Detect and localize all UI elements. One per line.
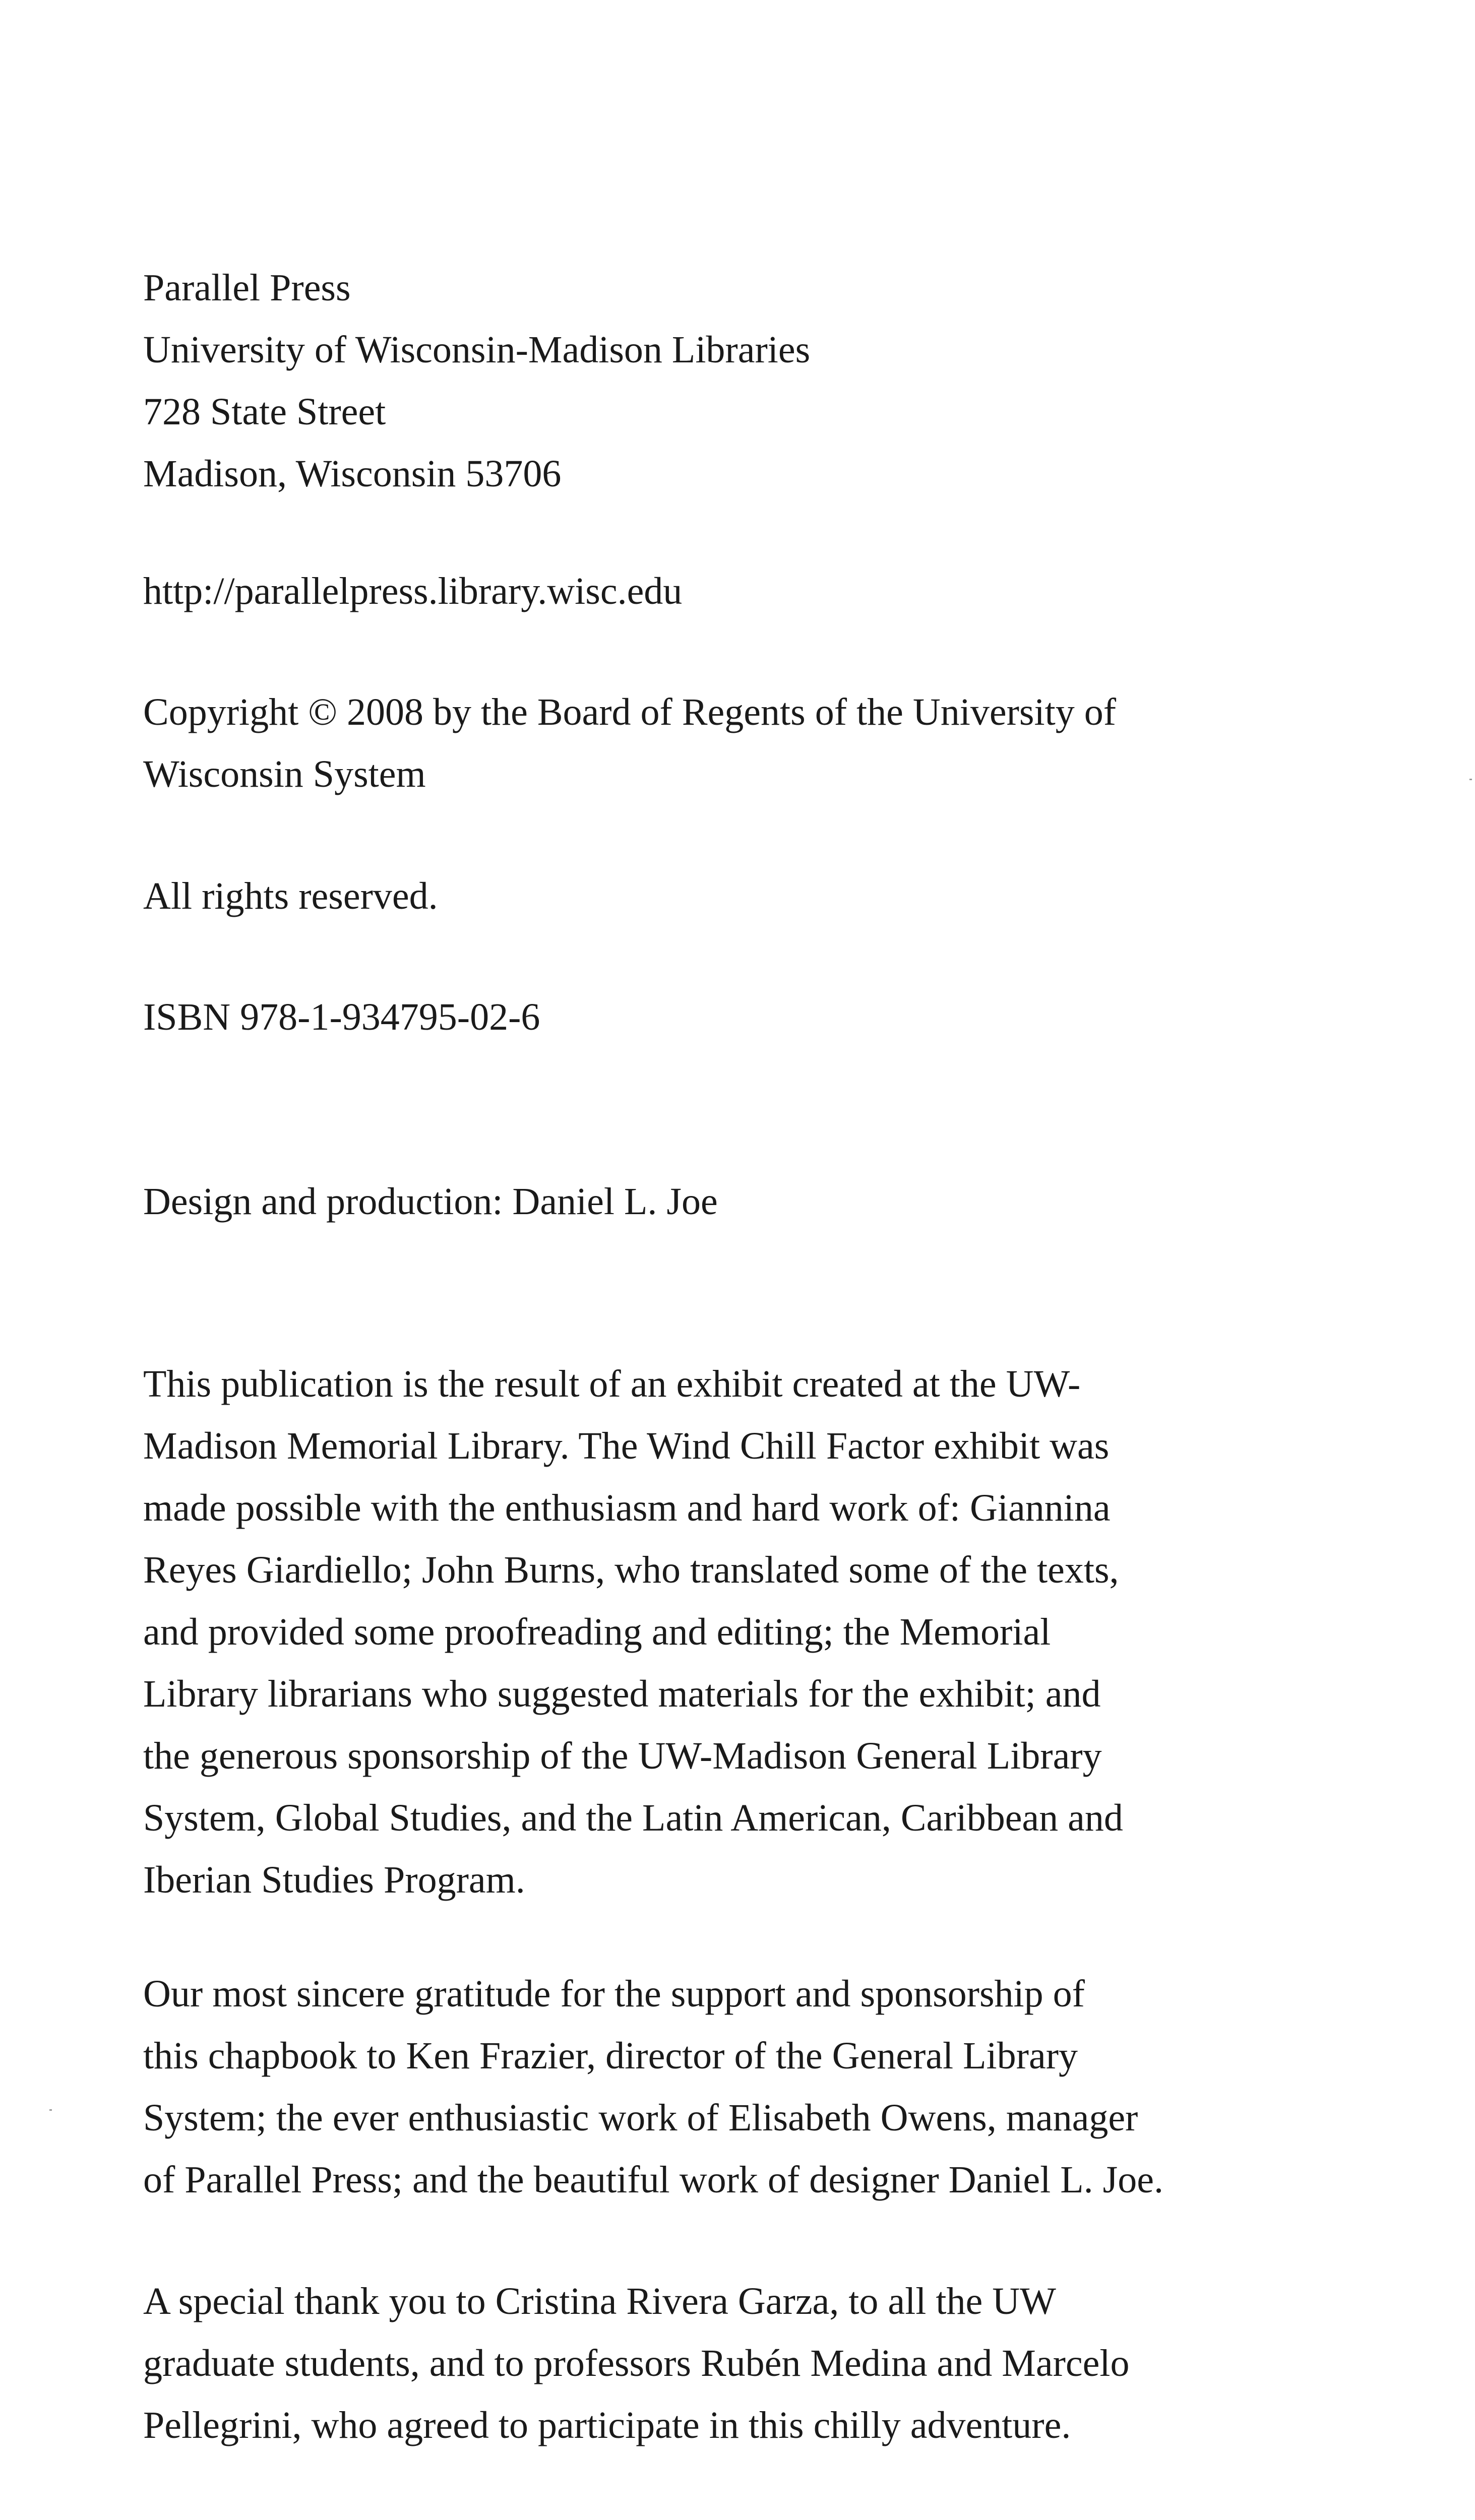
- paragraph-line: Madison Memorial Library. The Wind Chill Factor exhibit was: [143, 1425, 1110, 1467]
- publisher-street: 728 State Street: [143, 391, 386, 433]
- paragraph-line: This publication is the result of an exhibit created at the UW-: [143, 1363, 1081, 1405]
- paragraph-line: System; the ever enthusiastic work of Elisabeth Owens, manager: [143, 2097, 1138, 2139]
- publisher-address: [143, 257, 1383, 505]
- copyright-line: Wisconsin System: [143, 753, 426, 795]
- paragraph-line: A special thank you to Cristina Rivera Garza, to all the UW: [143, 2280, 1056, 2322]
- rights-statement: [143, 865, 1383, 927]
- paragraph-line: made possible with the enthusiasm and hard work of: Giannina: [143, 1487, 1111, 1529]
- scan-speck: [49, 2109, 52, 2111]
- website-url: http://parallelpress.library.wisc.edu: [143, 570, 683, 612]
- publisher-city: Madison, Wisconsin 53706: [143, 453, 562, 495]
- publisher-institution: University of Wisconsin-Madison Libraries: [143, 329, 811, 371]
- copyright-notice: [143, 681, 1383, 805]
- paragraph-line: System, Global Studies, and the Latin American, Caribbean and: [143, 1797, 1123, 1839]
- paragraph-line: graduate students, and to professors Rubén Medina and Marcelo: [143, 2342, 1130, 2384]
- paragraph-line: this chapbook to Ken Frazier, director of the General Library: [143, 2035, 1078, 2077]
- scan-speck: [1469, 779, 1472, 780]
- paragraph-line: Reyes Giardiello; John Burns, who translated some of the texts,: [143, 1549, 1119, 1591]
- isbn-text: ISBN 978-1-934795-02-6: [143, 996, 540, 1038]
- publication-note: [143, 1353, 1383, 1911]
- publisher-name: Parallel Press: [143, 267, 351, 309]
- paragraph-line: Iberian Studies Program.: [143, 1859, 525, 1901]
- paragraph-line: of Parallel Press; and the beautiful work of designer Daniel L. Joe.: [143, 2159, 1163, 2201]
- design-credit: [143, 1171, 1383, 1233]
- copyright-line: Copyright © 2008 by the Board of Regents of the University of: [143, 691, 1117, 733]
- rights-text: All rights reserved.: [143, 875, 438, 917]
- paragraph-line: Our most sincere gratitude for the support and sponsorship of: [143, 1973, 1085, 2015]
- gratitude-paragraph: [143, 1963, 1383, 2211]
- design-text: Design and production: Daniel L. Joe: [143, 1180, 718, 1223]
- paragraph-line: Library librarians who suggested materials for the exhibit; and: [143, 1673, 1101, 1715]
- website: [143, 560, 1383, 622]
- paragraph-line: Pellegrini, who agreed to participate in this chilly adventure.: [143, 2404, 1071, 2446]
- paragraph-line: the generous sponsorship of the UW-Madison General Library: [143, 1735, 1102, 1777]
- paragraph-line: and provided some proofreading and editing; the Memorial: [143, 1611, 1051, 1653]
- isbn: [143, 986, 1383, 1048]
- thanks-paragraph: [143, 2271, 1383, 2456]
